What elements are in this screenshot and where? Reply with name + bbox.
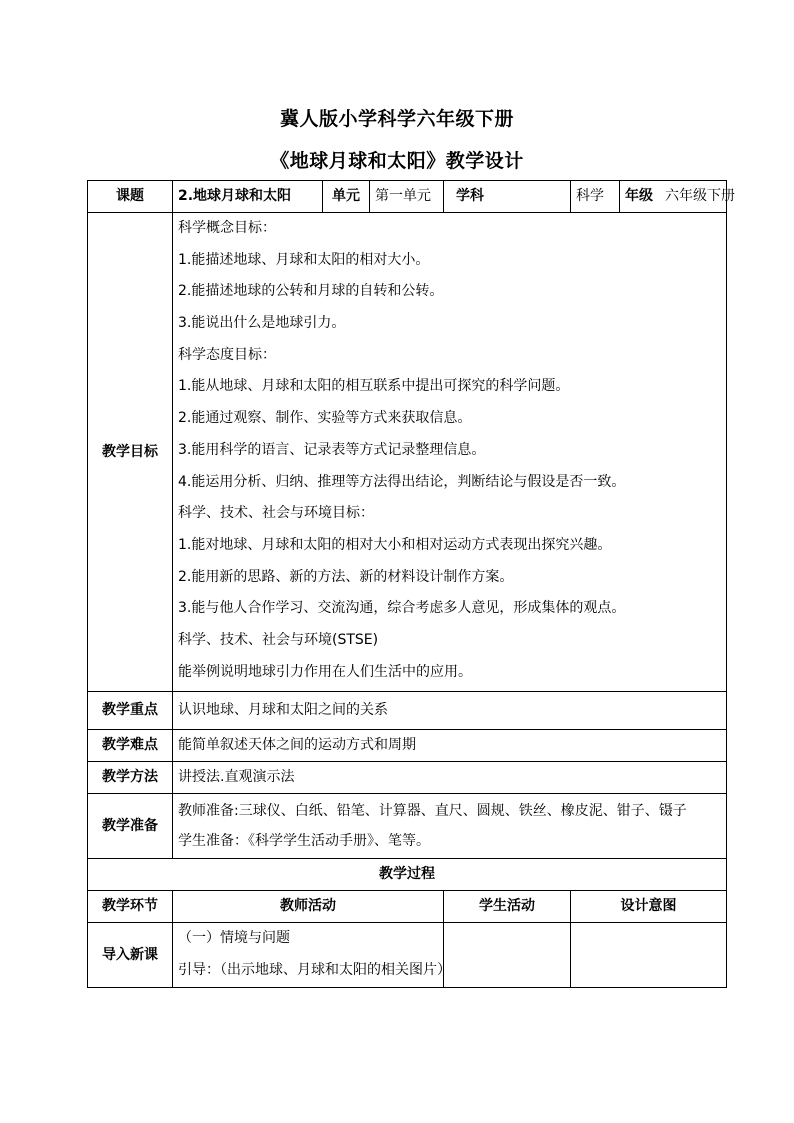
objective-line: 1.能从地球、月球和太阳的相互联系中提出可探究的科学问题。	[178, 378, 570, 395]
process-header-row	[88, 891, 727, 923]
difficulties-label: 教学难点	[88, 730, 173, 762]
intro-design-intent	[571, 923, 727, 987]
document-subtitle: 《地球月球和太阳》教学设计	[270, 150, 524, 172]
process-title: 教学过程	[88, 859, 727, 891]
methods-label: 教学方法	[88, 762, 173, 794]
student-activity-header: 学生活动	[444, 891, 571, 923]
intro-line: （一）情境与问题	[178, 930, 290, 947]
key-points-value: 认识地球、月球和太阳之间的关系	[173, 692, 727, 730]
objective-line: 2.能用新的思路、新的方法、新的材料设计制作方案。	[178, 568, 514, 585]
objective-line: 1.能描述地球、月球和太阳的相对大小。	[178, 251, 430, 268]
process-title-row	[88, 859, 727, 891]
intro-line: 引导：（出示地球、月球和太阳的相关图片）	[178, 962, 451, 978]
subject-label: 学科	[444, 181, 571, 213]
intro-stage: 导入新课	[88, 923, 173, 987]
teacher-preparation: 教师准备:三球仪、白纸、铅笔、计算器、直尺、圆规、铁丝、橡皮泥、钳子、镊子	[178, 803, 687, 820]
objective-line: 2.能通过观察、制作、实验等方式来获取信息。	[178, 410, 472, 427]
lesson-label: 课题	[88, 181, 173, 213]
objectives-row	[88, 213, 727, 692]
design-intent-header: 设计意图	[571, 891, 727, 923]
objective-line: 科学态度目标：	[178, 346, 276, 363]
objective-line: 能举例说明地球引力作用在人们生活中的应用。	[178, 663, 472, 680]
lesson-value: 2.地球月球和太阳	[173, 181, 323, 213]
objective-line: 3.能用科学的语言、记录表等方式记录整理信息。	[178, 441, 486, 458]
document-title: 冀人版小学科学六年级下册	[279, 108, 514, 130]
difficulties-value: 能简单叙述天体之间的运动方式和周期	[173, 730, 727, 762]
objective-line: 3.能与他人合作学习、交流沟通，综合考虑多人意见，形成集体的观点。	[178, 600, 626, 617]
objective-line: 科学概念目标：	[178, 220, 276, 236]
objectives-label: 教学目标	[88, 213, 173, 692]
objective-line: 科学、技术、社会与环境(STSE)	[178, 631, 379, 648]
objective-line: 科学、技术、社会与环境目标：	[178, 505, 374, 522]
objectives-content	[173, 213, 727, 692]
unit-label: 单元	[323, 181, 370, 213]
header-row	[88, 181, 727, 213]
difficulties-row	[88, 730, 727, 762]
key-points-row	[88, 692, 727, 730]
process-intro-row	[88, 923, 727, 987]
objective-line: 2.能描述地球的公转和月球的自转和公转。	[178, 283, 444, 300]
subject-value: 科学	[571, 181, 620, 213]
objective-line: 3.能说出什么是地球引力。	[178, 315, 346, 332]
grade-value: 六年级下册	[665, 188, 735, 204]
preparation-content	[173, 794, 727, 859]
lesson-plan-table	[87, 180, 735, 988]
objective-line: 4.能运用分析、归纳、推理等方法得出结论，判断结论与假设是否一致。	[178, 473, 626, 490]
teacher-activity-header: 教师活动	[173, 891, 444, 923]
objective-line: 1.能对地球、月球和太阳的相对大小和相对运动方式表现出探究兴趣。	[178, 536, 612, 553]
methods-row	[88, 762, 727, 794]
stage-header: 教学环节	[88, 891, 173, 923]
intro-student-activity	[444, 923, 571, 987]
key-points-label: 教学重点	[88, 692, 173, 730]
grade-label: 年级	[625, 188, 653, 204]
unit-value: 第一单元	[370, 181, 444, 213]
methods-value: 讲授法.直观演示法	[173, 762, 727, 794]
intro-teacher-activity	[173, 923, 451, 987]
preparation-label: 教学准备	[88, 794, 173, 859]
student-preparation: 学生准备：《科学学生活动手册》、笔等。	[178, 833, 430, 850]
grade-cell	[620, 181, 735, 213]
preparation-row	[88, 794, 727, 859]
